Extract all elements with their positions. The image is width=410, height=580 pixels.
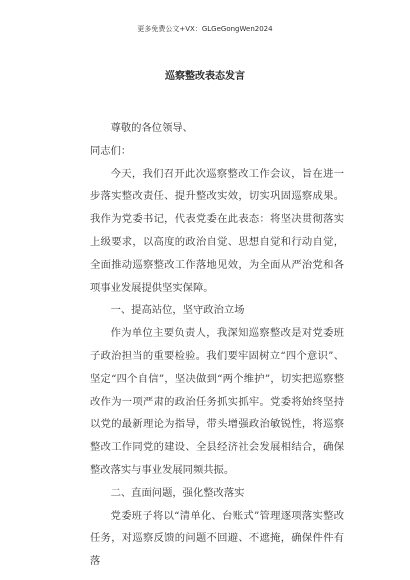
paragraph-section-2: 党委班子将以“清单化、台账式”管理逐项落实整改任务，对巡察反馈的问题不回避、不遮掩，确保件件有落 (90, 509, 344, 568)
salutation-line-2: 同志们： (90, 144, 132, 157)
document-title: 巡察整改表态发言 (165, 71, 245, 82)
section-heading-1: 一、提高站位，坚守政治立场 (110, 304, 245, 317)
salutation-line-1: 尊敬的各位领导、 (110, 122, 193, 134)
section-heading-2: 二、直面问题，强化整改落实 (110, 486, 245, 499)
document-body (90, 117, 344, 573)
paragraph-section-1: 作为单位主要负责人，我深知巡察整改是对党委班子政治担当的重要检验。我们要牢固树立“四个意识”、坚定“四个自信”，坚决做到“两个维护”，切实把巡察整改作为一项严肃的政治任务抓实抓牢。党委将始终坚持以党的最新理论为指导，带头增强政治敏锐性，将巡察整改工作同党的建设、全县经济社会发展相结合，确保整改落实与事业发展同频共振。 (90, 327, 344, 476)
page-header: 更多免费公文+VX：GLGeGongWen2024 (137, 25, 273, 33)
paragraph-opening: 今天，我们召开此次巡察整改工作会议，旨在进一步落实整改责任、提升整改实效，切实巩固巡察成果。我作为党委书记，代表党委在此表态：将坚决贯彻落实上级要求，以高度的政治自觉、思想自觉和行动自觉，全面推动巡察整改工作落地见效，为全面从严治党和各项事业发展提供坚实保障。 (90, 167, 344, 294)
